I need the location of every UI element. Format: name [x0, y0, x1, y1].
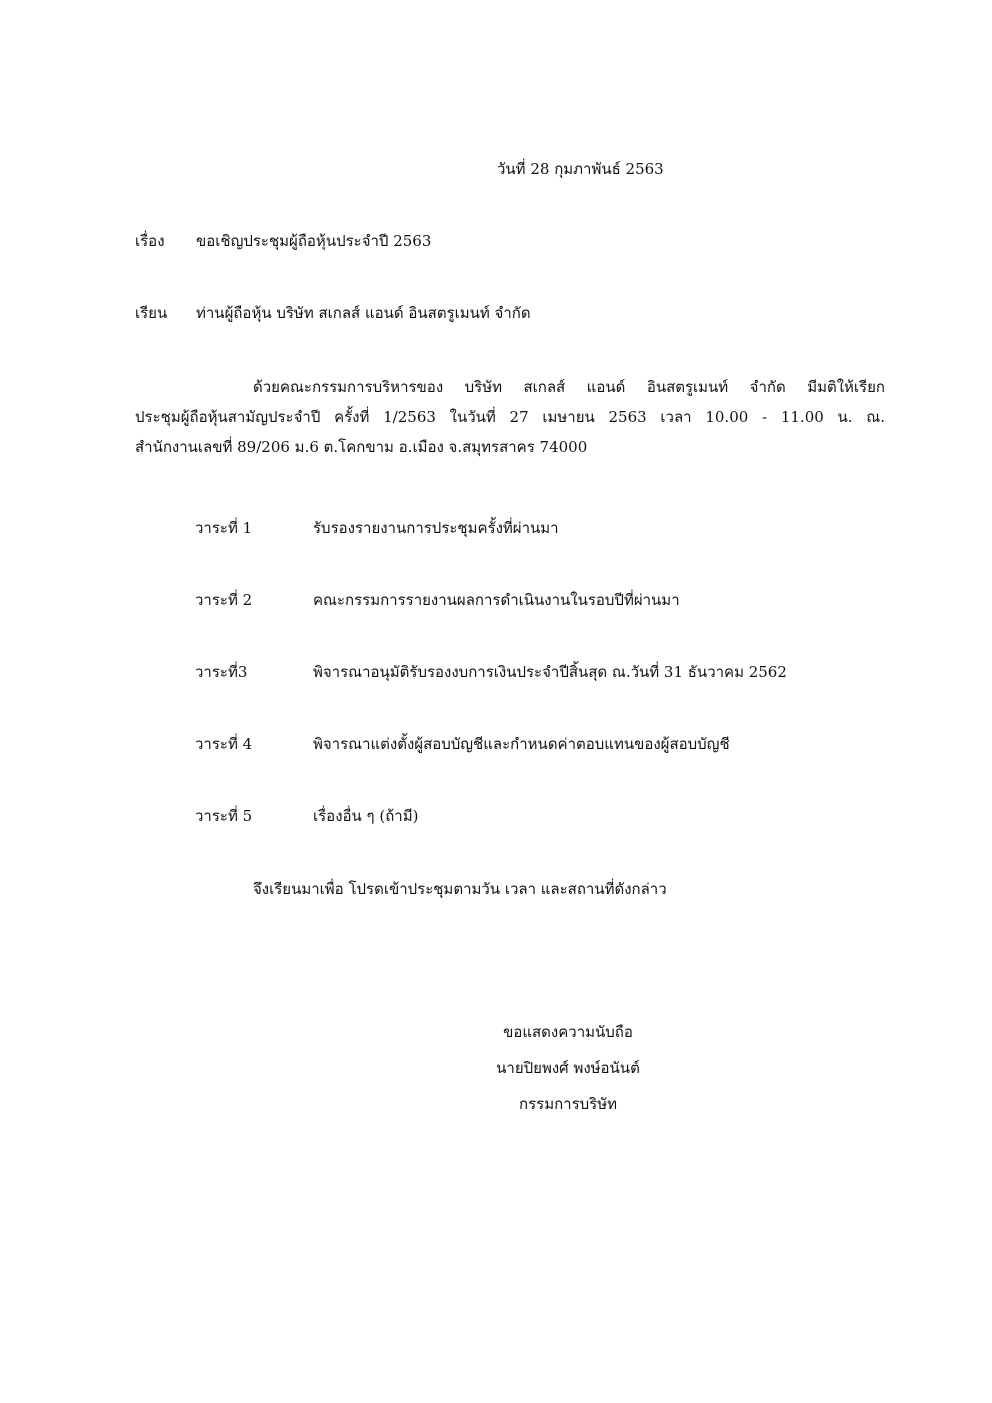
signatory-position: กรรมการบริษัท — [519, 1095, 617, 1113]
agenda-text: เรื่องอื่น ๆ (ถ้ามี) — [313, 807, 419, 825]
recipient-value: ท่านผู้ถือหุ้น บริษัท สเกลส์ แอนด์ อินสตรูเมนท์ จำกัด — [196, 304, 531, 322]
agenda-number: วาระที่ 5 — [195, 807, 253, 825]
agenda-number: วาระที่ 4 — [195, 735, 253, 753]
body-paragraph — [135, 372, 885, 462]
body-line: ประชุมผู้ถือหุ้นสามัญประจำปี ครั้งที่ 1/2563 ในวันที่ 27 เมษายน 2563 เวลา 10.00 - 11.00 น. ณ. — [135, 408, 885, 426]
body-line: สำนักงานเลขที่ 89/206 ม.6 ต.โคกขาม อ.เมือง จ.สมุทรสาคร 74000 — [135, 438, 588, 456]
agenda-text: รับรองรายงานการประชุมครั้งที่ผ่านมา — [313, 519, 559, 537]
signature-greeting: ขอแสดงความนับถือ — [503, 1023, 633, 1041]
signatory-name: นายปิยพงศ์ พงษ์อนันต์ — [496, 1059, 640, 1077]
agenda-number: วาระที่ 1 — [195, 519, 253, 537]
recipient-label: เรียน — [135, 304, 168, 322]
body-line: ด้วยคณะกรรมการบริหารของ บริษัท สเกลส์ แอนด์ อินสตรูเมนท์ จำกัด มีมติให้เรียก — [253, 378, 885, 396]
agenda-text: คณะกรรมการรายงานผลการดำเนินงานในรอบปีที่ผ่านมา — [313, 591, 680, 609]
agenda-number: วาระที่3 — [195, 663, 248, 681]
subject-value: ขอเชิญประชุมผู้ถือหุ้นประจำปี 2563 — [196, 232, 432, 250]
closing-sentence: จึงเรียนมาเพื่อ โปรดเข้าประชุมตามวัน เวลา และสถานที่ดังกล่าว — [253, 880, 667, 898]
agenda-text: พิจารณาอนุมัติรับรองงบการเงินประจำปีสิ้นสุด ณ.วันที่ 31 ธันวาคม 2562 — [313, 663, 787, 681]
letter-date: วันที่ 28 กุมภาพันธ์ 2563 — [497, 160, 664, 178]
subject-label: เรื่อง — [135, 232, 165, 250]
agenda-number: วาระที่ 2 — [195, 591, 253, 609]
agenda-text: พิจารณาแต่งตั้งผู้สอบบัญชีและกำหนดค่าตอบแทนของผู้สอบบัญชี — [313, 735, 730, 753]
